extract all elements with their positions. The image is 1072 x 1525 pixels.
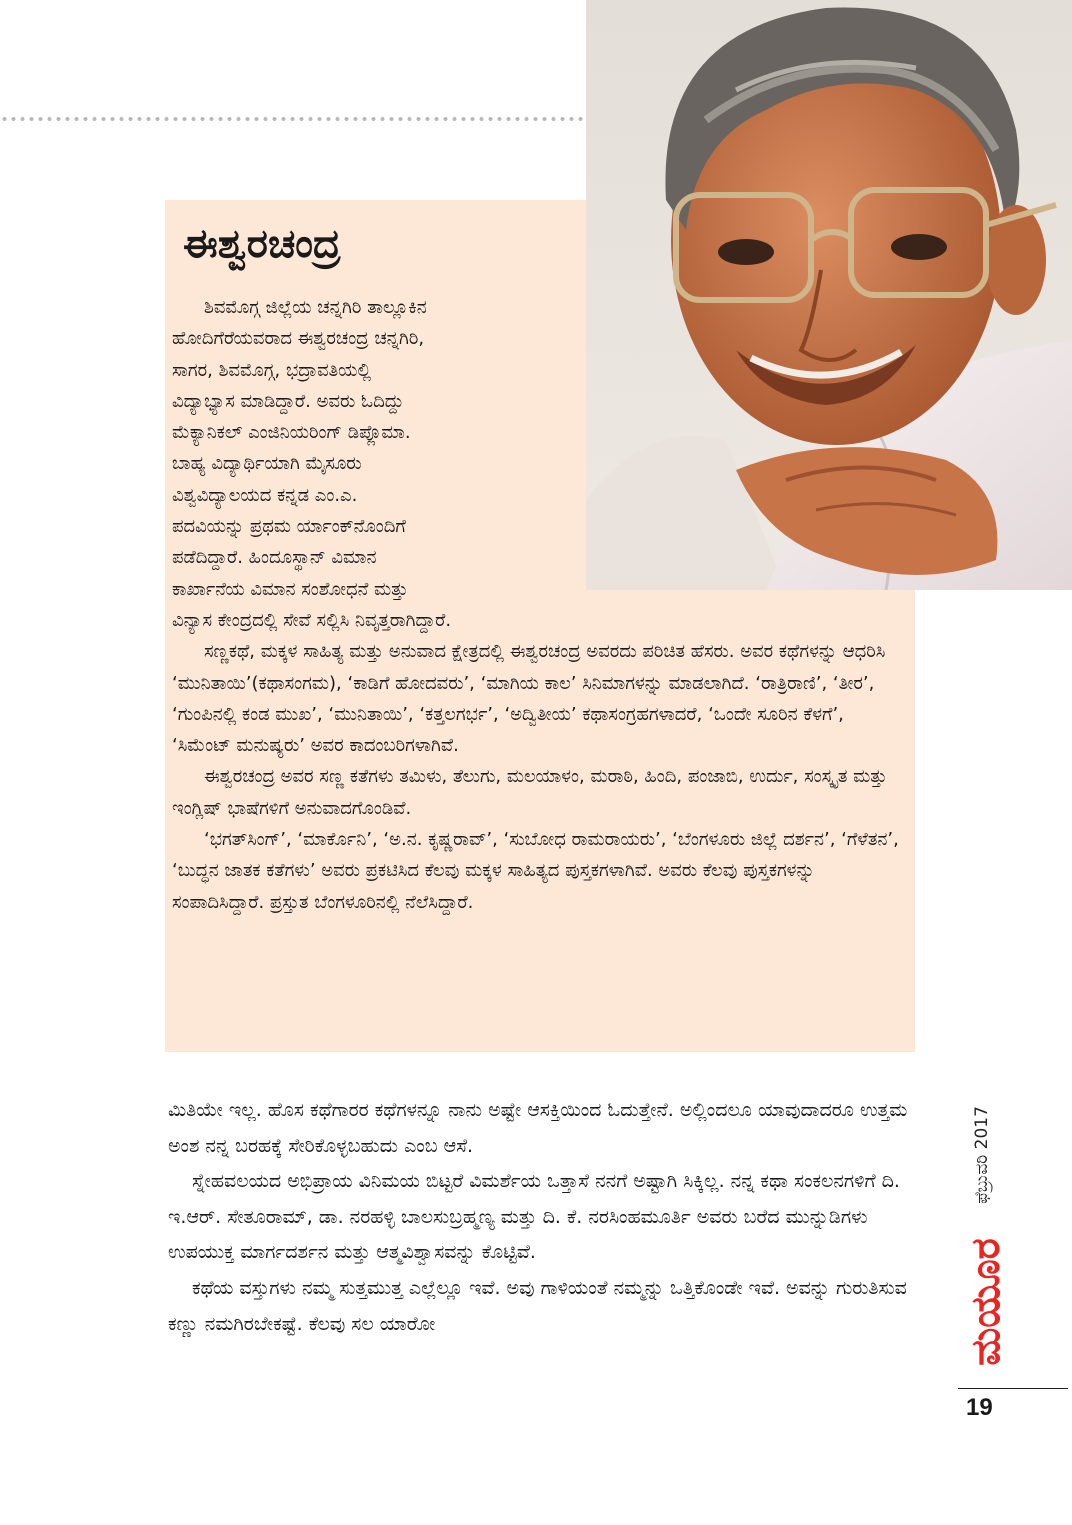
bio-line: ಸಾಗರ, ಶಿವಮೊಗ್ಗ, ಭದ್ರಾವತಿಯಲ್ಲಿ <box>172 359 372 381</box>
bio-line: ಬಾಹ್ಯ ವಿದ್ಯಾರ್ಥಿಯಾಗಿ ಮೈಸೂರು <box>172 453 362 475</box>
bio-line: ಕಾರ್ಖಾನೆಯ ವಿಮಾನ ಸಂಶೋಧನೆ ಮತ್ತು <box>172 578 408 600</box>
bio-line: ಶಿವಮೊಗ್ಗ ಜಿಲ್ಲೆಯ ಚನ್ನಗಿರಿ ತಾಲ್ಲೂಕಿನ <box>204 297 427 318</box>
bio-line: ಪಡೆದಿದ್ದಾರೆ. ಹಿಂದೂಸ್ಥಾನ್ ವಿಮಾನ <box>172 547 377 569</box>
bio-line: ಹೋದಿಗೆರೆಯವರಾದ ಈಶ್ವರಚಂದ್ರ ಚನ್ನಗಿರಿ, <box>172 328 425 350</box>
magazine-logo: ಮಯೂರ <box>963 1238 1009 1366</box>
bio-line: ವಿಶ್ವವಿದ್ಯಾಲಯದ ಕನ್ನಡ ಎಂ.ಎ. <box>172 484 358 506</box>
issue-date: ಫೆಬ್ರುವರಿ 2017 <box>972 1106 992 1204</box>
article-paragraph: ಸ್ನೇಹವಲಯದ ಅಭಿಪ್ರಾಯ ವಿನಿಮಯ ಬಿಟ್ಟರೆ ವಿಮರ್ಶೆಯ ಒತ್ತಾಸೆ ನನಗೆ ಅಷ್ಟಾಗಿ ಸಿಕ್ಕಿಲ್ಲ. ನನ್ನ ಕಥಾ ಸಂಕಲನಗಳಿಗೆ ದಿ. ಇ.ಆರ್. ಸೇತೂರಾಮ್, ಡಾ. ನರಹಳ್ಳಿ ಬಾಲಸುಬ್ರಹ್ಮಣ್ಯ ಮತ್ತು ದಿ. ಕೆ. ನರಸಿಂಹಮೂರ್ತಿ ಅವರು ಬರೆದ ಮುನ್ನುಡಿಗಳು ಉಪಯುಕ್ತ ಮಾರ್ಗದರ್ಶನ ಮತ್ತು ಆತ್ಮವಿಶ್ವಾಸವನ್ನು ಕೊಟ್ಟಿವೆ. <box>168 1170 900 1264</box>
bio-line: ವಿದ್ಯಾಭ್ಯಾಸ ಮಾಡಿದ್ದಾರೆ. ಅವರು ಓದಿದ್ದು <box>172 390 404 412</box>
bio-line: ವಿನ್ಯಾಸ ಕೇಂದ್ರದಲ್ಲಿ ಸೇವೆ ಸಲ್ಲಿಸಿ ನಿವೃತ್ತರಾಗಿದ್ದಾರೆ. <box>172 609 452 631</box>
bio-title: ಈಶ್ವರಚಂದ್ರ <box>183 221 341 267</box>
bio-paragraph: ಸಣ್ಣಕಥೆ, ಮಕ್ಕಳ ಸಾಹಿತ್ಯ ಮತ್ತು ಅನುವಾದ ಕ್ಷೇತ್ರದಲ್ಲಿ ಈಶ್ವರಚಂದ್ರ ಅವರದು ಪರಿಚಿತ ಹೆಸರು. ಅವರ ಕಥೆಗಳನ್ನು ಆಧರಿಸಿ ‘ಮುನಿತಾಯಿ’(ಕಥಾಸಂಗಮ), ‘ಕಾಡಿಗೆ ಹೋದವರು’, ‘ಮಾಗಿಯ ಕಾಲ’ ಸಿನಿಮಾಗಳನ್ನು ಮಾಡಲಾಗಿದೆ. ‘ರಾತ್ರಿರಾಣಿ’, ‘ತೀರ’, ‘ಗುಂಪಿನಲ್ಲಿ ಕಂಡ ಮುಖ’, ‘ಮುನಿತಾಯಿ’, ‘ಕತ್ತಲಗರ್ಭ’, ‘ಅದ್ವಿತೀಯ’ ಕಥಾಸಂಗ್ರಹಗಳಾದರೆ, ‘ಒಂದೇ ಸೂರಿನ ಕೆಳಗೆ’, ‘ಸಿಮೆಂಟ್ ಮನುಷ್ಯರು’ ಅವರ ಕಾದಂಬರಿಗಳಾಗಿವೆ. <box>172 641 886 757</box>
article-body <box>168 1093 913 1342</box>
bio-paragraph: ಈಶ್ವರಚಂದ್ರ ಅವರ ಸಣ್ಣ ಕತೆಗಳು ತಮಿಳು, ತೆಲುಗು, ಮಲಯಾಳಂ, ಮರಾಠಿ, ಹಿಂದಿ, ಪಂಜಾಬಿ, ಉರ್ದು, ಸಂಸ್ಕೃತ ಮತ್ತು ಇಂಗ್ಲಿಷ್ ಭಾಷೆಗಳಿಗೆ ಅನುವಾದಗೊಂಡಿವೆ. <box>172 766 888 819</box>
article-paragraph: ಮಿತಿಯೇ ಇಲ್ಲ. ಹೊಸ ಕಥೆಗಾರರ ಕಥೆಗಳನ್ನೂ ನಾನು ಅಷ್ಟೇ ಆಸಕ್ತಿಯಿಂದ ಓದುತ್ತೇನೆ. ಅಲ್ಲಿಂದಲೂ ಯಾವುದಾದರೂ ಉತ್ತಮ ಅಂಶ ನನ್ನ ಬರಹಕ್ಕೆ ಸೇರಿಕೊಳ್ಳಬಹುದು ಎಂಬ ಆಸೆ. <box>168 1099 908 1157</box>
bio-paragraph: ‘ಭಗತ್‌ಸಿಂಗ್’, ‘ಮಾರ್ಕೊನಿ’, ‘ಅ.ನ. ಕೃಷ್ಣರಾವ್’, ‘ಸುಬೋಧ ರಾಮರಾಯರು’, ‘ಬೆಂಗಳೂರು ಜಿಲ್ಲೆ ದರ್ಶನ’, ‘ಗೆಳೆತನ’, ‘ಬುದ್ಧನ ಜಾತಕ ಕತೆಗಳು’ ಅವರು ಪ್ರಕಟಿಸಿದ ಕೆಲವು ಮಕ್ಕಳ ಸಾಹಿತ್ಯದ ಪುಸ್ತಕಗಳಾಗಿವೆ. ಅವರು ಕೆಲವು ಪುಸ್ತಕಗಳನ್ನು ಸಂಪಾದಿಸಿದ್ದಾರೆ. ಪ್ರಸ್ತುತ ಬೆಂಗಳೂರಿನಲ್ಲಿ ನೆಲೆಸಿದ್ದಾರೆ. <box>172 829 899 913</box>
page-number: 19 <box>966 1394 993 1421</box>
bio-text <box>172 292 902 918</box>
page-number-rule <box>958 1388 1068 1389</box>
bio-line: ಪದವಿಯನ್ನು ಪ್ರಥಮ ರ್ಯಾಂಕ್‌ನೊಂದಿಗೆ <box>172 516 406 538</box>
dotted-divider <box>0 116 590 122</box>
article-paragraph: ಕಥೆಯ ವಸ್ತುಗಳು ನಮ್ಮ ಸುತ್ತಮುತ್ತ ಎಲ್ಲೆಲ್ಲೂ ಇವೆ. ಅವು ಗಾಳಿಯಂತೆ ನಮ್ಮನ್ನು ಒತ್ತಿಕೊಂಡೇ ಇವೆ. ಅವನ್ನು ಗುರುತಿಸುವ ಕಣ್ಣು ನಮಗಿರಬೇಕಷ್ಟೆ. ಕೆಲವು ಸಲ ಯಾರೋ <box>168 1276 907 1335</box>
bio-line: ಮೆಕ್ಯಾನಿಕಲ್ ಎಂಜಿನಿಯರಿಂಗ್ ಡಿಪ್ಲೊಮಾ. <box>172 422 411 444</box>
